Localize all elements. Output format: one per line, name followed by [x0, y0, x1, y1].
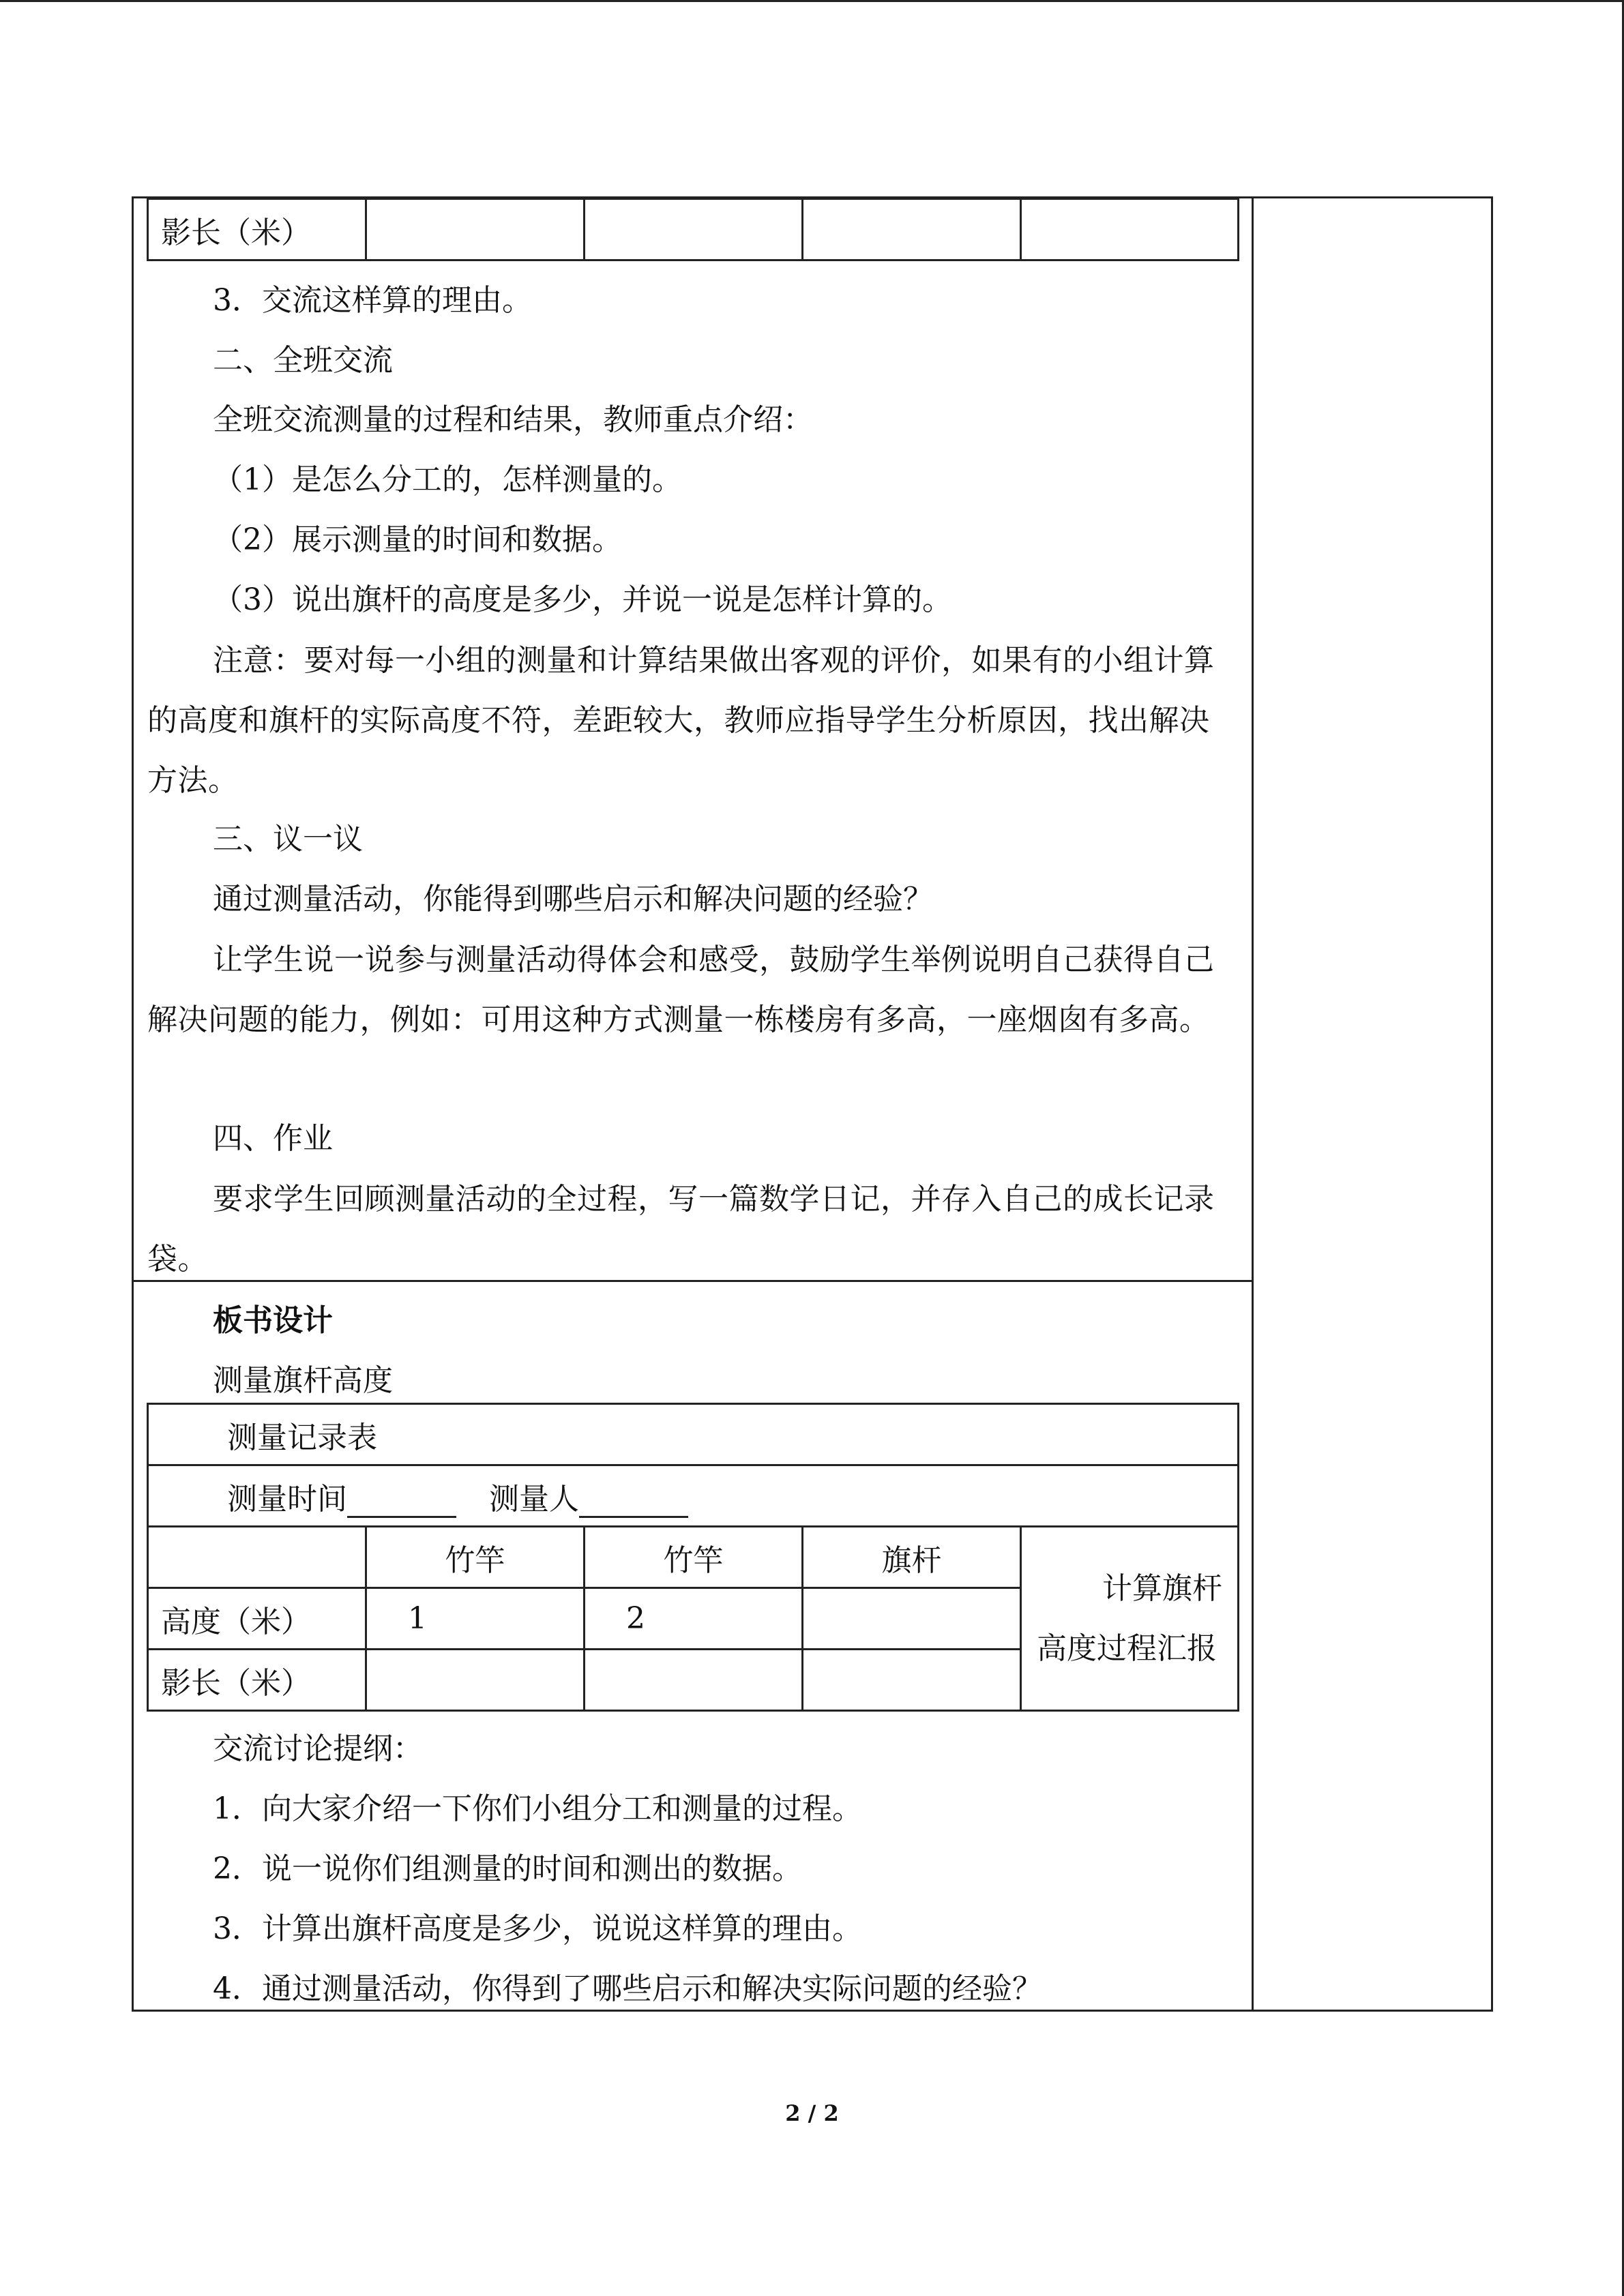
- table-cell: [585, 1650, 803, 1711]
- header-bamboo-2: 竹竿: [585, 1527, 803, 1588]
- right-column-divider: [1252, 196, 1254, 2012]
- line-point-3: （3）说出旗杆的高度是多少，并说一说是怎样计算的。: [213, 582, 952, 617]
- line-point-2: （2）展示测量的时间和数据。: [213, 522, 622, 557]
- page-number: 2 / 2: [785, 2100, 839, 2126]
- table-corner-cell: [148, 1527, 366, 1588]
- heading-discuss: 三、议一议: [213, 822, 363, 856]
- page-top-border: [0, 0, 1624, 2]
- table-row: [148, 199, 1239, 260]
- header-flagpole: 旗杆: [803, 1527, 1021, 1588]
- note-paragraph: 注意：要对每一小组的测量和计算结果做出客观的评价，如果有的小组计算的高度和旗杆的实际高度不符，差距较大，教师应指导学生分析原因，找出解决方法。: [147, 643, 1215, 798]
- row-label-shadow-length: 影长（米）: [148, 1650, 366, 1711]
- cell-height-1: 1: [366, 1588, 585, 1650]
- record-table-title: 测量记录表: [148, 1404, 1239, 1465]
- table-cell: [366, 199, 585, 260]
- calc-report-text: 计算旗杆高度过程汇报: [1037, 1570, 1222, 1666]
- homework-paragraph: 要求学生回顾测量活动的全过程，写一篇数学日记，并存入自己的成长记录袋。: [147, 1182, 1215, 1277]
- time-blank: [347, 1489, 456, 1518]
- table-cell: [585, 199, 803, 260]
- outline-item-4: 4．通过测量活动，你得到了哪些启示和解决实际问题的经验？: [213, 1971, 1042, 2006]
- line-exchange-reason: 3．交流这样算的理由。: [213, 283, 532, 318]
- table-cell: [1021, 199, 1239, 260]
- heading-homework: 四、作业: [213, 1121, 333, 1156]
- time-label: 测量时间: [227, 1481, 347, 1517]
- person-blank: [579, 1489, 688, 1518]
- outline-title: 交流讨论提纲：: [213, 1731, 423, 1766]
- record-meta-row: [148, 1465, 1239, 1527]
- table-cell: [803, 1650, 1021, 1711]
- table-row: [148, 1527, 1239, 1588]
- board-record-table: [147, 1403, 1239, 1712]
- cell-height-2: 2: [585, 1588, 803, 1650]
- table-cell: [803, 199, 1021, 260]
- heading-class-exchange: 二、全班交流: [213, 343, 393, 378]
- row-label-height: 高度（米）: [148, 1588, 366, 1650]
- outline-item-2: 2．说一说你们组测量的时间和测出的数据。: [213, 1851, 802, 1886]
- header-calc-report: [1021, 1527, 1239, 1711]
- outline-item-1: 1．向大家介绍一下你们小组分工和测量的过程。: [213, 1791, 862, 1826]
- board-design-title: 板书设计: [213, 1303, 333, 1338]
- table-row: [148, 1404, 1239, 1465]
- table-row: [148, 1465, 1239, 1527]
- line-point-1: （1）是怎么分工的，怎样测量的。: [213, 462, 682, 497]
- line-discuss-question: 通过测量活动，你能得到哪些启示和解决问题的经验？: [213, 882, 933, 916]
- experience-paragraph: 让学生说一说参与测量活动得体会和感受，鼓励学生举例说明自己获得自己解决问题的能力，例如：可用这种方式测量一栋楼房有多高，一座烟囱有多高。: [147, 942, 1215, 1037]
- top-record-table: [147, 198, 1239, 261]
- person-label: 测量人: [489, 1481, 579, 1517]
- board-subtitle: 测量旗杆高度: [213, 1363, 393, 1398]
- outline-item-3: 3．计算出旗杆高度是多少，说说这样算的理由。: [213, 1911, 862, 1946]
- header-bamboo-1: 竹竿: [366, 1527, 585, 1588]
- row-label-shadow: 影长（米）: [148, 199, 366, 260]
- table-cell: [366, 1650, 585, 1711]
- cell-height-3: [803, 1588, 1021, 1650]
- line-class-exchange: 全班交流测量的过程和结果，教师重点介绍：: [213, 402, 813, 437]
